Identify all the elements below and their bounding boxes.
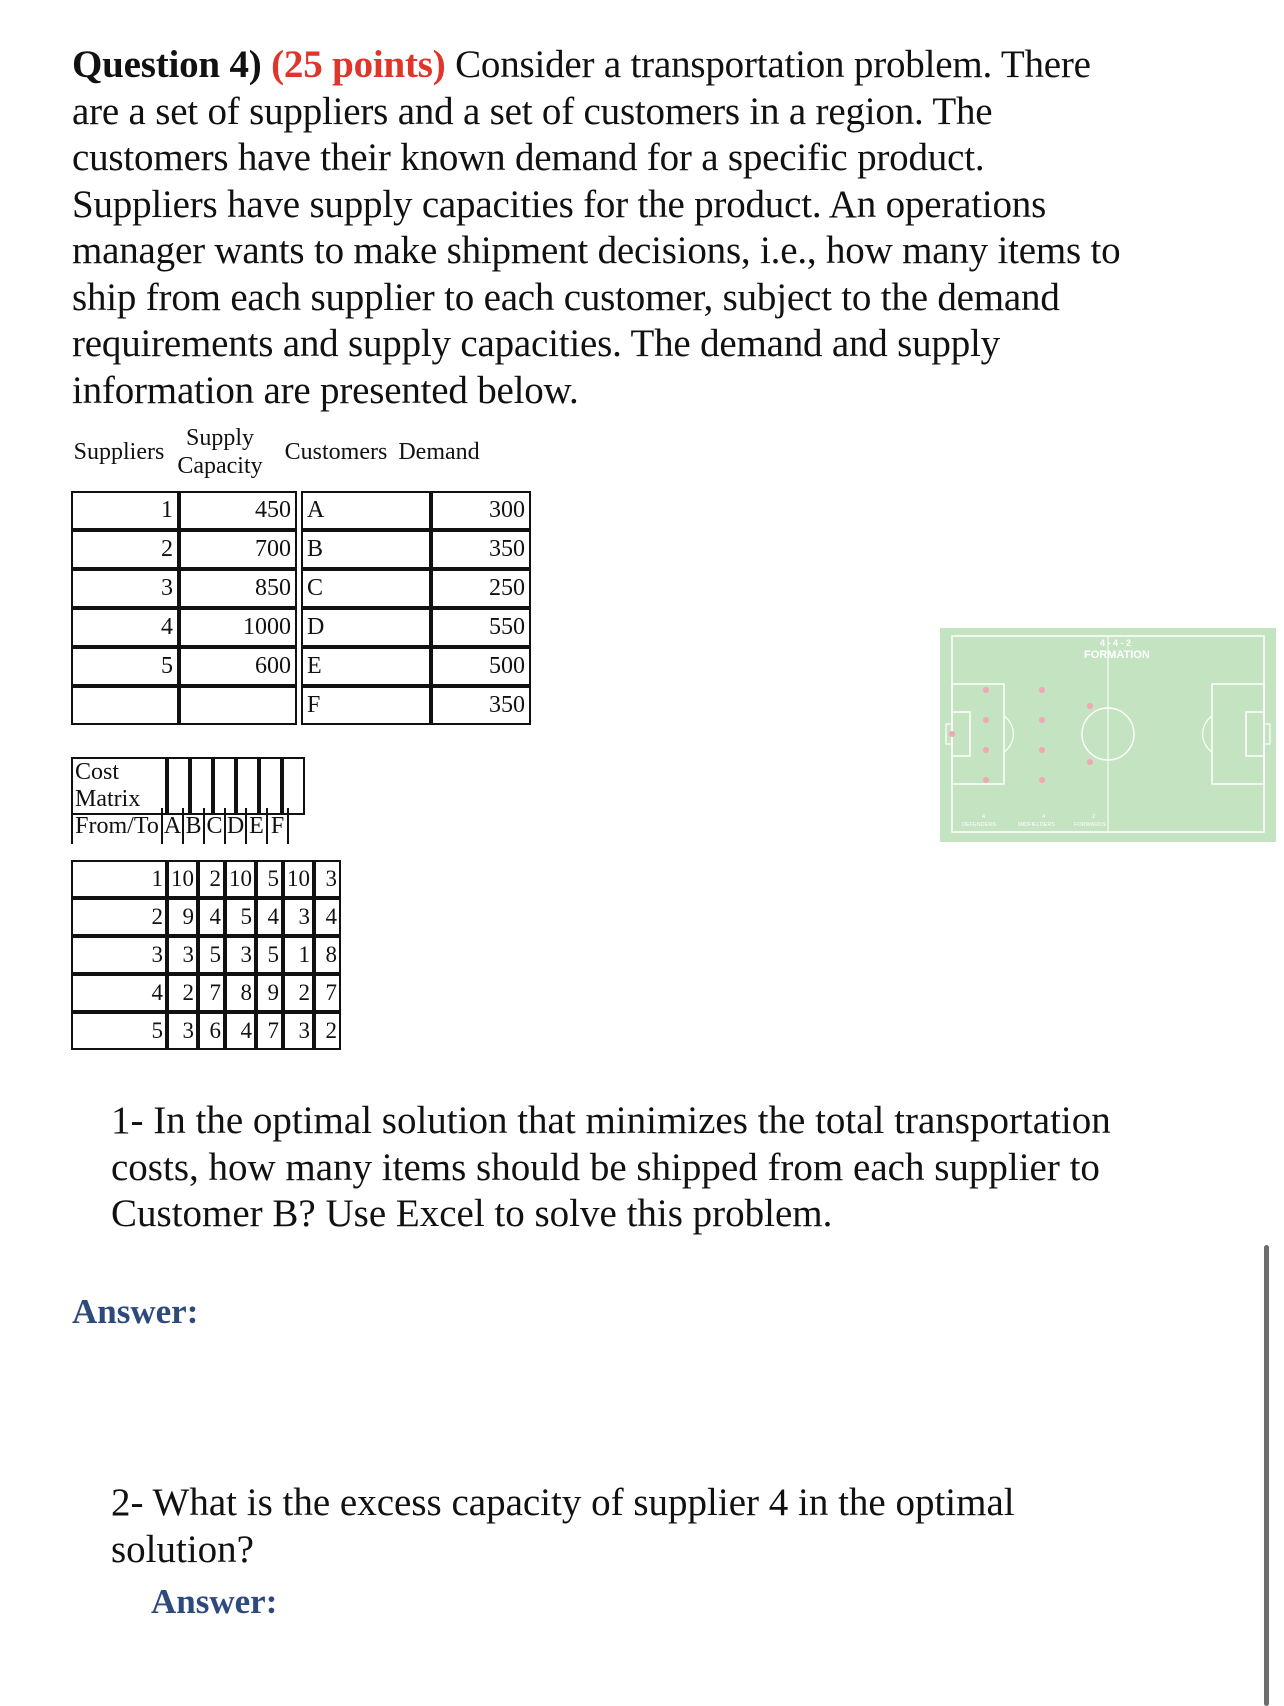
table-cell: 4 bbox=[71, 608, 179, 647]
table-cell: 1 bbox=[71, 491, 179, 530]
cost-matrix-cell: 2 bbox=[314, 1012, 341, 1050]
defender-marker bbox=[983, 747, 989, 753]
cost-matrix-cell: 5 bbox=[225, 898, 256, 936]
midfielder-marker bbox=[1039, 717, 1045, 723]
empty-cell bbox=[167, 757, 190, 815]
cost-matrix-title-row bbox=[71, 757, 305, 815]
intro-text: Consider a transportation problem. There are a set of suppliers and a set of customers in a region. The customers have their known demand for a specific product. Suppliers have supply capacities for the product. An operations manager wants to make shipment decisions, i.e., how many items to ship from each supplier to each customer, subject to the demand requirements and supply capacities. The demand and supply information are presented below. bbox=[72, 43, 1121, 412]
cost-matrix-row bbox=[71, 936, 341, 974]
header-customers: Customers bbox=[284, 438, 388, 465]
label-count-midfielders: 4 bbox=[1042, 814, 1046, 820]
defender-marker bbox=[983, 777, 989, 783]
table-cell: 850 bbox=[179, 569, 297, 608]
cost-matrix-row bbox=[71, 860, 341, 898]
cost-matrix-cell: 1 bbox=[71, 860, 167, 898]
cost-matrix-row bbox=[71, 898, 341, 936]
table-cell: 250 bbox=[431, 569, 531, 608]
label-count-defenders: 4 bbox=[982, 814, 986, 820]
table-cell: 350 bbox=[431, 530, 531, 569]
cost-matrix-cell: 3 bbox=[283, 1012, 314, 1050]
table-cell: 300 bbox=[431, 491, 531, 530]
formation-title-top: 4 - 4 - 2 bbox=[1100, 638, 1132, 648]
label-count-forwards: 2 bbox=[1092, 814, 1096, 820]
cost-matrix-cell: 8 bbox=[225, 974, 256, 1012]
supply-demand-row bbox=[71, 530, 531, 569]
label-defenders: DEFENDERS bbox=[962, 822, 996, 828]
cost-matrix-cell: 7 bbox=[256, 1012, 283, 1050]
cost-matrix-cell: 4 bbox=[225, 1012, 256, 1050]
right-penalty-box bbox=[1212, 684, 1264, 784]
points-label: (25 points) bbox=[271, 43, 446, 86]
table-cell bbox=[71, 686, 179, 725]
cost-matrix-cell: 7 bbox=[198, 974, 225, 1012]
cost-matrix-cell: 5 bbox=[198, 936, 225, 974]
supply-demand-table bbox=[71, 491, 531, 725]
scrollbar[interactable] bbox=[1264, 1245, 1269, 1706]
cost-matrix-cell: 5 bbox=[256, 860, 283, 898]
defender-marker bbox=[983, 687, 989, 693]
cost-matrix-cell: 7 bbox=[314, 974, 341, 1012]
table-cell: 350 bbox=[431, 686, 531, 725]
empty-cell bbox=[190, 757, 213, 815]
table-cell: 2 bbox=[71, 530, 179, 569]
cost-matrix-header-cell: B bbox=[184, 808, 205, 844]
cost-matrix-cell: 10 bbox=[225, 860, 256, 898]
cost-matrix-table bbox=[71, 860, 341, 1050]
formation-image bbox=[940, 628, 1276, 842]
table-cell: 450 bbox=[179, 491, 297, 530]
label-forwards: FORWARDS bbox=[1074, 822, 1106, 828]
table-cell: B bbox=[301, 530, 431, 569]
midfielder-marker bbox=[1039, 687, 1045, 693]
empty-cell bbox=[236, 757, 259, 815]
forward-marker bbox=[1087, 703, 1093, 709]
question-label: Question 4) bbox=[72, 43, 262, 86]
cost-matrix-cell: 4 bbox=[198, 898, 225, 936]
cost-matrix-cell: 4 bbox=[71, 974, 167, 1012]
cost-matrix-header-cell: C bbox=[205, 808, 226, 844]
header-supply-capacity: Supply Capacity bbox=[177, 425, 263, 479]
table-cell: 1000 bbox=[179, 608, 297, 647]
table-cell: 3 bbox=[71, 569, 179, 608]
table-cell: D bbox=[301, 608, 431, 647]
table-cell: 500 bbox=[431, 647, 531, 686]
right-goal-box bbox=[1246, 712, 1264, 756]
cost-matrix-cell: 4 bbox=[256, 898, 283, 936]
question-1-number: 1- bbox=[111, 1099, 144, 1142]
question-2-text: What is the excess capacity of supplier 4 in the optimal solution? bbox=[111, 1481, 1015, 1571]
forward-marker bbox=[1087, 759, 1093, 765]
right-goal bbox=[1264, 724, 1270, 744]
cost-matrix-cell: 9 bbox=[256, 974, 283, 1012]
midfielder-marker bbox=[1039, 747, 1045, 753]
empty-cell bbox=[282, 757, 305, 815]
supply-demand-row bbox=[71, 647, 531, 686]
cost-matrix-row bbox=[71, 1012, 341, 1050]
cost-matrix-cell: 2 bbox=[167, 974, 198, 1012]
cost-matrix-cell: 3 bbox=[314, 860, 341, 898]
table-cell: F bbox=[301, 686, 431, 725]
question-1 bbox=[111, 1098, 1151, 1238]
left-arc bbox=[1004, 716, 1013, 752]
cost-matrix-cell: 8 bbox=[314, 936, 341, 974]
cost-matrix-cell: 2 bbox=[283, 974, 314, 1012]
cost-matrix-cell: 10 bbox=[167, 860, 198, 898]
answer-2-label: Answer: bbox=[151, 1582, 278, 1621]
empty-cell bbox=[213, 757, 236, 815]
cost-matrix-title: Cost Matrix bbox=[71, 757, 167, 815]
cost-matrix-cell: 6 bbox=[198, 1012, 225, 1050]
question-2 bbox=[111, 1480, 1151, 1573]
cost-matrix-cell: 10 bbox=[283, 860, 314, 898]
table-cell: A bbox=[301, 491, 431, 530]
left-penalty-box bbox=[952, 684, 1004, 784]
formation-title: FORMATION bbox=[1084, 649, 1150, 661]
header-suppliers: Suppliers bbox=[73, 438, 165, 465]
table-cell: 5 bbox=[71, 647, 179, 686]
soccer-field-icon bbox=[940, 628, 1276, 842]
supply-demand-row bbox=[71, 686, 531, 725]
empty-cell bbox=[259, 757, 282, 815]
table-cell: 700 bbox=[179, 530, 297, 569]
header-demand: Demand bbox=[398, 438, 480, 465]
right-arc bbox=[1203, 716, 1212, 752]
cost-matrix-header-cell: From/To bbox=[71, 808, 163, 844]
defender-marker bbox=[983, 717, 989, 723]
table-cell: E bbox=[301, 647, 431, 686]
cost-matrix-header-cell: F bbox=[268, 808, 289, 844]
goalkeeper-marker bbox=[949, 731, 955, 737]
supply-demand-row bbox=[71, 608, 531, 647]
supply-demand-header bbox=[71, 420, 483, 484]
table-cell bbox=[179, 686, 297, 725]
midfielder-marker bbox=[1039, 777, 1045, 783]
cost-matrix-cell: 5 bbox=[256, 936, 283, 974]
question-2-number: 2- bbox=[111, 1481, 144, 1524]
cost-matrix-header-cell: E bbox=[247, 808, 268, 844]
cost-matrix-cell: 9 bbox=[167, 898, 198, 936]
cost-matrix-cell: 3 bbox=[225, 936, 256, 974]
cost-matrix-cell: 3 bbox=[167, 1012, 198, 1050]
table-cell: C bbox=[301, 569, 431, 608]
cost-matrix-row bbox=[71, 974, 341, 1012]
cost-matrix-cell: 3 bbox=[283, 898, 314, 936]
label-midfielders: MIDFIELDERS bbox=[1018, 822, 1055, 828]
cost-matrix-cell: 4 bbox=[314, 898, 341, 936]
cost-matrix-cell: 5 bbox=[71, 1012, 167, 1050]
cost-matrix-cell: 3 bbox=[167, 936, 198, 974]
table-cell: 600 bbox=[179, 647, 297, 686]
supply-demand-row bbox=[71, 569, 531, 608]
cost-matrix-header bbox=[71, 808, 289, 844]
question-intro bbox=[72, 42, 1132, 414]
supply-demand-row bbox=[71, 491, 531, 530]
table-cell: 550 bbox=[431, 608, 531, 647]
question-1-text: In the optimal solution that minimizes the total transportation costs, how many items should be shipped from each supplier to Customer B? Use Excel to solve this problem. bbox=[111, 1099, 1111, 1235]
cost-matrix-cell: 2 bbox=[198, 860, 225, 898]
answer-1-label: Answer: bbox=[72, 1292, 199, 1331]
cost-matrix-cell: 3 bbox=[71, 936, 167, 974]
cost-matrix-header-cell: A bbox=[163, 808, 184, 844]
cost-matrix-cell: 2 bbox=[71, 898, 167, 936]
cost-matrix-cell: 1 bbox=[283, 936, 314, 974]
cost-matrix-header-cell: D bbox=[226, 808, 247, 844]
